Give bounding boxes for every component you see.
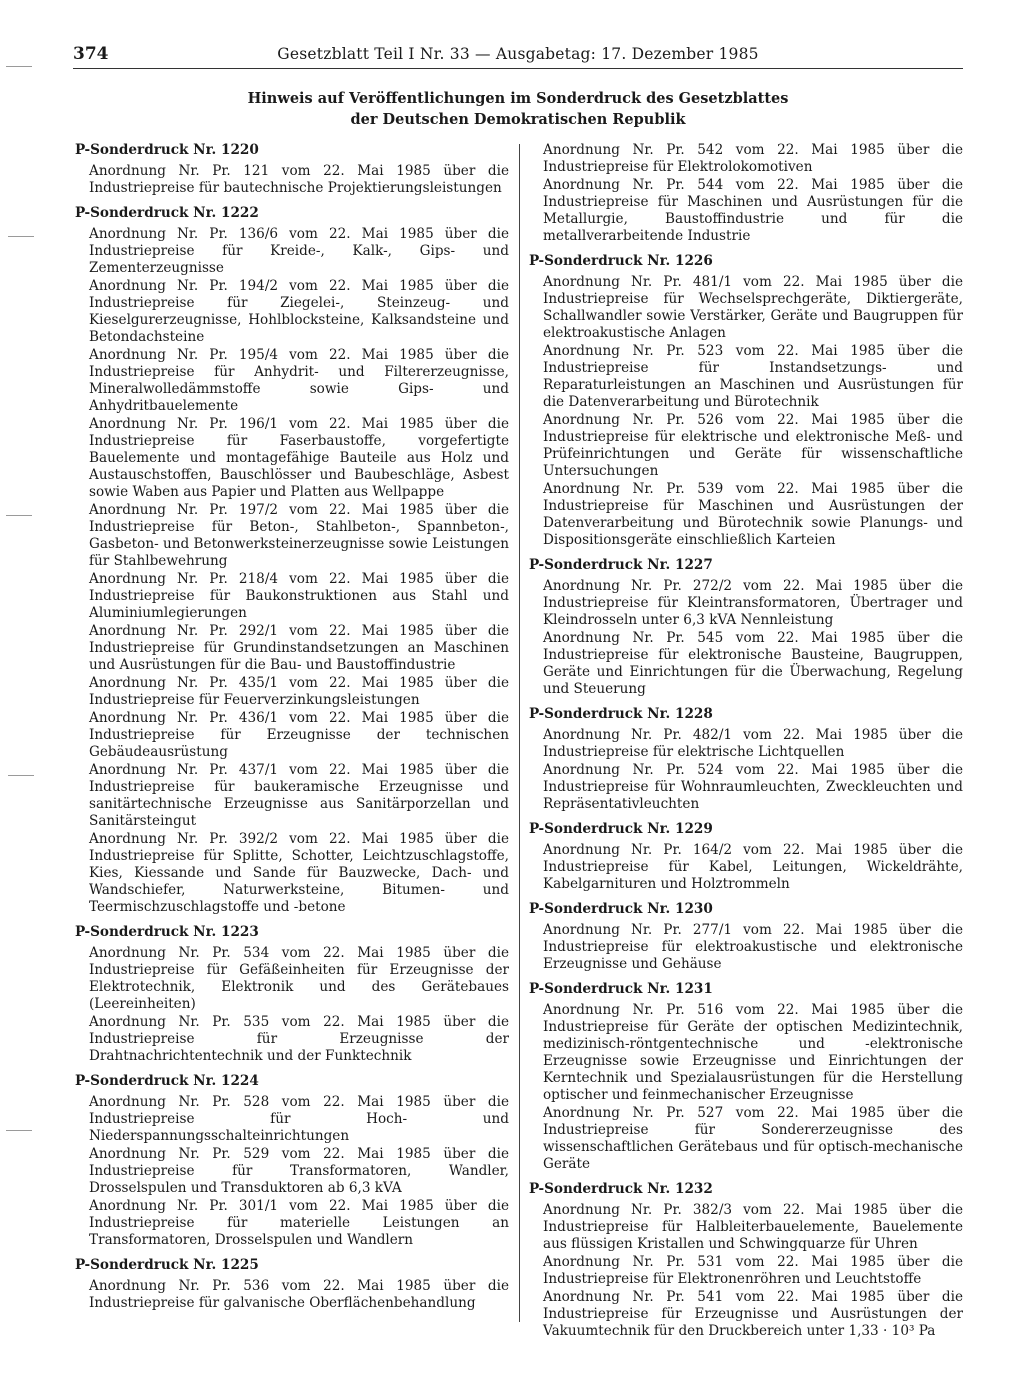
ordinance-entry: Anordnung Nr. Pr. 292/1 vom 22. Mai 1985 über die Industriepreise für Grundinstandsetzungen an Maschinen und Ausrüstungen für die Bau- und Baustoffindustrie xyxy=(89,623,509,673)
section-1222 xyxy=(75,205,509,916)
left-column xyxy=(75,142,509,1380)
ordinance-entry: Anordnung Nr. Pr. 272/2 vom 22. Mai 1985 über die Industriepreise für Kleintransformatoren, Übertrager und Kleindrosseln unter 6,3 kVA Nennleistung xyxy=(543,578,963,628)
ordinance-entry: Anordnung Nr. Pr. 301/1 vom 22. Mai 1985 über die Industriepreise für materielle Leistungen an Transformatoren, Drosselspulen und Wandlern xyxy=(89,1198,509,1248)
column-divider xyxy=(519,144,520,1322)
ordinance-entry: Anordnung Nr. Pr. 527 vom 22. Mai 1985 über die Industriepreise für Sondererzeugnisse des wissenschaftlichen Gerätebaus und für optisch-mechanische Geräte xyxy=(543,1105,963,1172)
section-1229 xyxy=(529,821,963,893)
running-title: Gesetzblatt Teil I Nr. 33 — Ausgabetag: 17. Dezember 1985 xyxy=(277,45,759,63)
notice-heading-line: Hinweis auf Veröffentlichungen im Sonderdruck des Gesetzblattes xyxy=(247,90,789,107)
ordinance-entry: Anordnung Nr. Pr. 194/2 vom 22. Mai 1985 über die Industriepreise für Ziegelei-, Steinzeug- und Kieselgurerzeugnisse, Hohlblocksteine, Kalksandsteine und Betondachsteine xyxy=(89,278,509,345)
section-title: P-Sonderdruck Nr. 1220 xyxy=(75,142,259,158)
section-1228 xyxy=(529,706,963,813)
section-title: P-Sonderdruck Nr. 1230 xyxy=(529,901,713,917)
ordinance-entry: Anordnung Nr. Pr. 542 vom 22. Mai 1985 über die Industriepreise für Elektrolokomotiven xyxy=(543,142,963,175)
ordinance-entry: Anordnung Nr. Pr. 531 vom 22. Mai 1985 über die Industriepreise für Elektronenröhren und Leuchtstoffe xyxy=(543,1254,963,1287)
section-1232 xyxy=(529,1181,963,1340)
margin-mark xyxy=(6,515,32,516)
section-1226 xyxy=(529,253,963,549)
section-title: P-Sonderdruck Nr. 1231 xyxy=(529,981,713,997)
ordinance-entry: Anordnung Nr. Pr. 516 vom 22. Mai 1985 über die Industriepreise für Geräte der optischen Medizintechnik, medizinisch-röntgentechnische und -elektronische Erzeugnisse sowie Erzeugnisse und Einrichtungen der Kerntechnik und Spezialausrüstungen für die Herstellung optischer und feinmechanischer Erzeugnisse xyxy=(543,1002,963,1103)
ordinance-entry: Anordnung Nr. Pr. 136/6 vom 22. Mai 1985 über die Industriepreise für Kreide-, Kalk-, Gips- und Zementerzeugnisse xyxy=(89,226,509,276)
ordinance-entry: Anordnung Nr. Pr. 437/1 vom 22. Mai 1985 über die Industriepreise für baukeramische Erzeugnisse und sanitärtechnische Erzeugnisse aus Sanitärporzellan und Sanitärsteingut xyxy=(89,762,509,829)
ordinance-entry: Anordnung Nr. Pr. 528 vom 22. Mai 1985 über die Industriepreise für Hoch- und Niederspannungsschalteinrichtungen xyxy=(89,1094,509,1144)
ordinance-entry: Anordnung Nr. Pr. 536 vom 22. Mai 1985 über die Industriepreise für galvanische Oberflächenbehandlung xyxy=(89,1278,509,1311)
section-1220 xyxy=(75,142,509,197)
notice-heading-line: der Deutschen Demokratischen Republik xyxy=(350,111,686,128)
margin-mark xyxy=(8,236,34,237)
section-title: P-Sonderdruck Nr. 1227 xyxy=(529,557,713,573)
margin-mark xyxy=(8,775,34,776)
ordinance-entry: Anordnung Nr. Pr. 482/1 vom 22. Mai 1985 über die Industriepreise für elektrische Lichtquellen xyxy=(543,727,963,760)
page-number: 374 xyxy=(73,44,109,64)
ordinance-entry: Anordnung Nr. Pr. 481/1 vom 22. Mai 1985 über die Industriepreise für Wechselsprechgeräte, Diktiergeräte, Schallwandler sowie Verstärker, Geräte und Baugruppen für elektroakustische Anlagen xyxy=(543,274,963,341)
ordinance-entry: Anordnung Nr. Pr. 534 vom 22. Mai 1985 über die Industriepreise für Gefäßeinheiten für Erzeugnisse der Elektrotechnik, Elektronik und des Gerätebaues (Leereinheiten) xyxy=(89,945,509,1012)
ordinance-entry: Anordnung Nr. Pr. 195/4 vom 22. Mai 1985 über die Industriepreise für Anhydrit- und Filtererzeugnisse, Mineralwolledämmstoffe sowie Gips- und Anhydritbauelemente xyxy=(89,347,509,414)
ordinance-entry: Anordnung Nr. Pr. 392/2 vom 22. Mai 1985 über die Industriepreise für Splitte, Schotter, Leichtzuschlagstoffe, Kies, Kiessande und Sande für Bauzwecke, Dach- und Wandschiefer, Naturwerksteine, Bitumen- und Teermischzuschlagstoffe und -betone xyxy=(89,831,509,915)
ordinance-entry: Anordnung Nr. Pr. 541 vom 22. Mai 1985 über die Industriepreise für Erzeugnisse und Ausrüstungen der Vakuumtechnik für den Druckbereich unter 1,33 · 10³ Pa xyxy=(543,1289,963,1339)
section-title: P-Sonderdruck Nr. 1229 xyxy=(529,821,713,837)
ordinance-entry: Anordnung Nr. Pr. 382/3 vom 22. Mai 1985 über die Industriepreise für Halbleiterbauelemente, Bauelemente aus flüssigen Kristallen und Schwingquarze für Uhren xyxy=(543,1202,963,1252)
ordinance-entry: Anordnung Nr. Pr. 535 vom 22. Mai 1985 über die Industriepreise für Erzeugnisse der Drahtnachrichtentechnik und der Funktechnik xyxy=(89,1014,509,1064)
ordinance-entry: Anordnung Nr. Pr. 545 vom 22. Mai 1985 über die Industriepreise für elektronische Bausteine, Baugruppen, Geräte und Einrichtungen für die Überwachung, Regelung und Steuerung xyxy=(543,630,963,697)
ordinance-entry: Anordnung Nr. Pr. 196/1 vom 22. Mai 1985 über die Industriepreise für Faserbaustoffe, vorgefertigte Bauelemente und montagefähige Bauteile aus Holz und Austauschstoffen, Bauschlösser und Baubeschläge, Asbest sowie Waben aus Papier und Platten aus Wellpappe xyxy=(89,416,509,500)
section-title: P-Sonderdruck Nr. 1228 xyxy=(529,706,713,722)
section-1225-continued xyxy=(529,142,963,245)
section-title: P-Sonderdruck Nr. 1224 xyxy=(75,1073,259,1089)
ordinance-entry: Anordnung Nr. Pr. 529 vom 22. Mai 1985 über die Industriepreise für Transformatoren, Wandler, Drosselspulen und Transduktoren ab 6,3 kVA xyxy=(89,1146,509,1196)
ordinance-entry: Anordnung Nr. Pr. 544 vom 22. Mai 1985 über die Industriepreise für Maschinen und Ausrüstungen für die Metallurgie, Baustoffindustrie und für die metallverarbeitende Industrie xyxy=(543,177,963,244)
section-title: P-Sonderdruck Nr. 1225 xyxy=(75,1257,259,1273)
section-1224 xyxy=(75,1073,509,1249)
ordinance-entry: Anordnung Nr. Pr. 197/2 vom 22. Mai 1985 über die Industriepreise für Beton-, Stahlbeton-, Spannbeton-, Gasbeton- und Betonwerksteinerzeugnisse sowie Leistungen für Stahlbewehrung xyxy=(89,502,509,569)
section-1231 xyxy=(529,981,963,1173)
ordinance-entry: Anordnung Nr. Pr. 526 vom 22. Mai 1985 über die Industriepreise für elektrische und elektronische Meß- und Prüfeinrichtungen und Geräte für wissenschaftliche Untersuchungen xyxy=(543,412,963,479)
ordinance-entry: Anordnung Nr. Pr. 524 vom 22. Mai 1985 über die Industriepreise für Wohnraumleuchten, Zweckleuchten und Repräsentativleuchten xyxy=(543,762,963,812)
ordinance-entry: Anordnung Nr. Pr. 218/4 vom 22. Mai 1985 über die Industriepreise für Baukonstruktionen aus Stahl und Aluminiumlegierungen xyxy=(89,571,509,621)
ordinance-entry: Anordnung Nr. Pr. 435/1 vom 22. Mai 1985 über die Industriepreise für Feuerverzinkungsleistungen xyxy=(89,675,509,708)
section-title: P-Sonderdruck Nr. 1223 xyxy=(75,924,259,940)
section-title: P-Sonderdruck Nr. 1226 xyxy=(529,253,713,269)
ordinance-entry: Anordnung Nr. Pr. 164/2 vom 22. Mai 1985 über die Industriepreise für Kabel, Leitungen, Wickeldrähte, Kabelgarnituren und Holztrommeln xyxy=(543,842,963,892)
section-1223 xyxy=(75,924,509,1065)
right-column xyxy=(529,142,963,1380)
ordinance-entry: Anordnung Nr. Pr. 436/1 vom 22. Mai 1985 über die Industriepreise für Erzeugnisse der technischen Gebäudeausrüstung xyxy=(89,710,509,760)
notice-heading xyxy=(73,88,963,130)
section-1230 xyxy=(529,901,963,973)
margin-mark xyxy=(6,1130,32,1131)
ordinance-entry: Anordnung Nr. Pr. 121 vom 22. Mai 1985 über die Industriepreise für bautechnische Projektierungsleistungen xyxy=(89,163,509,196)
section-1227 xyxy=(529,557,963,698)
margin-mark xyxy=(6,66,32,67)
section-title: P-Sonderdruck Nr. 1232 xyxy=(529,1181,713,1197)
ordinance-entry: Anordnung Nr. Pr. 523 vom 22. Mai 1985 über die Industriepreise für Instandsetzungs- und Reparaturleistungen an Maschinen und Ausrüstungen für die Datenverarbeitung und Bürotechnik xyxy=(543,343,963,410)
ordinance-entry: Anordnung Nr. Pr. 277/1 vom 22. Mai 1985 über die Industriepreise für elektroakustische und elektronische Erzeugnisse und Gehäuse xyxy=(543,922,963,972)
section-1225 xyxy=(75,1257,509,1312)
page-header xyxy=(73,42,963,69)
ordinance-entry: Anordnung Nr. Pr. 539 vom 22. Mai 1985 über die Industriepreise für Maschinen und Ausrüstungen der Datenverarbeitung und Bürotechnik sowie Planungs- und Dispositionsgeräte einschließlich Karteien xyxy=(543,481,963,548)
section-title: P-Sonderdruck Nr. 1222 xyxy=(75,205,259,221)
